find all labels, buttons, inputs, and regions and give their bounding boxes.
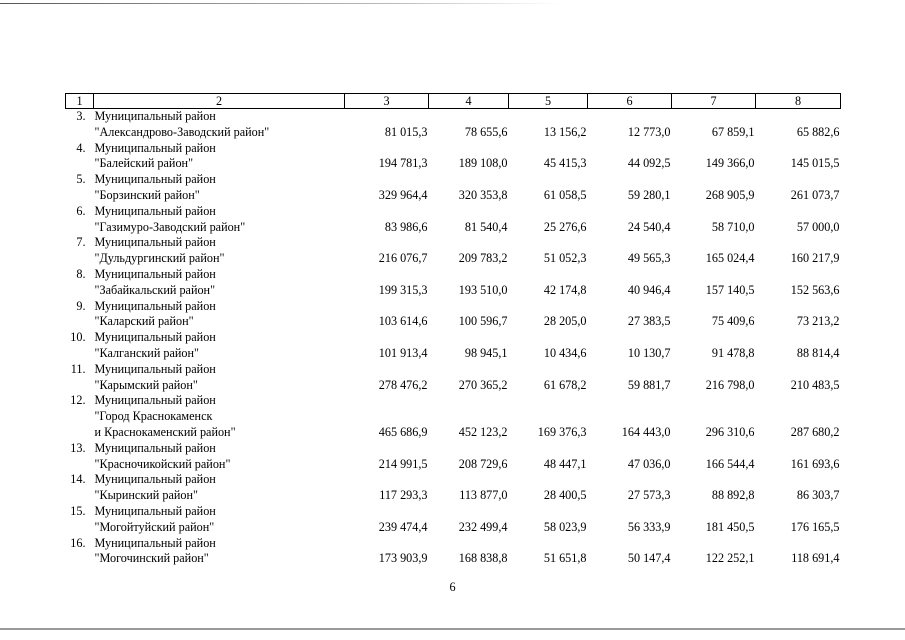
value-cell: 10 434,6: [543, 345, 587, 360]
value-cell: 194 781,3: [378, 156, 428, 171]
district-name-line: Муниципальный район: [94, 298, 216, 313]
value-cell: 88 814,4: [796, 345, 840, 360]
district-name-line: "Могойтуйский район": [94, 519, 215, 534]
col-header: 8: [756, 94, 841, 109]
value-cell: 166 544,4: [705, 456, 755, 471]
col-header: 7: [672, 94, 756, 109]
value-cell: 208 729,6: [458, 456, 508, 471]
col-header: 2: [94, 94, 345, 109]
value-cell: 27 573,3: [627, 488, 671, 503]
district-name: [94, 109, 345, 141]
district-name-line: "Дульдургинский район": [94, 251, 225, 266]
value-cell: 103 614,6: [378, 314, 428, 329]
row-number: 15.: [70, 503, 86, 518]
district-name-line: Муниципальный район: [94, 440, 216, 455]
table-row: [66, 441, 841, 473]
value-cell: 122 252,1: [705, 551, 755, 566]
district-name: [94, 393, 345, 440]
district-name-line: Муниципальный район: [94, 503, 216, 518]
col-header: 1: [66, 94, 94, 109]
value-cell: 268 905,9: [705, 187, 755, 202]
value-cell: 13 156,2: [543, 124, 587, 139]
value-cell: 210 483,5: [790, 377, 840, 392]
row-number: 14.: [70, 472, 86, 487]
value-cell: 27 383,5: [627, 314, 671, 329]
district-name-line: Муниципальный район: [94, 235, 216, 250]
value-cell: 47 036,0: [627, 456, 671, 471]
value-cell: 118 691,4: [791, 551, 840, 566]
table-row: [66, 204, 841, 236]
value-cell: 51 052,3: [543, 251, 587, 266]
table-row: [66, 235, 841, 267]
district-name: [94, 441, 345, 473]
district-name: [94, 172, 345, 204]
value-cell: 28 205,0: [543, 314, 587, 329]
value-cell: 117 293,3: [379, 488, 428, 503]
district-name: [94, 141, 345, 173]
value-cell: 278 476,2: [378, 377, 428, 392]
value-cell: 161 693,6: [790, 456, 840, 471]
value-cell: 67 859,1: [711, 124, 755, 139]
value-cell: 58 710,0: [711, 219, 755, 234]
col-header: 5: [509, 94, 588, 109]
district-name: [94, 504, 345, 536]
district-name-line: "Город Краснокаменск: [94, 409, 213, 424]
value-cell: 164 443,0: [621, 424, 671, 439]
district-name-line: Муниципальный район: [94, 535, 216, 550]
district-name-line: "Александрово-Заводский район": [94, 124, 270, 139]
value-cell: 189 108,0: [458, 156, 508, 171]
district-name-line: "Могочинский район": [94, 551, 209, 566]
value-cell: 193 510,0: [458, 282, 508, 297]
value-cell: 199 315,3: [378, 282, 428, 297]
value-cell: 261 073,7: [790, 187, 840, 202]
value-cell: 58 023,9: [543, 519, 587, 534]
district-name-line: "Красночикойский район": [94, 456, 231, 471]
budget-table: [65, 93, 841, 567]
row-number: 8.: [76, 266, 86, 281]
district-name-line: Муниципальный район: [94, 172, 216, 187]
district-name-line: Муниципальный район: [94, 393, 216, 408]
value-cell: 81 015,3: [384, 124, 428, 139]
row-number: 16.: [70, 535, 86, 550]
value-cell: 59 881,7: [627, 377, 671, 392]
value-cell: 73 213,2: [796, 314, 840, 329]
district-name: [94, 536, 345, 568]
table-row: [66, 172, 841, 204]
value-cell: 329 964,4: [378, 187, 428, 202]
value-cell: 232 499,4: [458, 519, 508, 534]
value-cell: 65 882,6: [796, 124, 840, 139]
value-cell: 149 366,0: [705, 156, 755, 171]
row-number: 9.: [76, 298, 86, 313]
value-cell: 145 015,5: [790, 156, 840, 171]
district-name: [94, 299, 345, 331]
district-name-line: "Кыринский район": [94, 488, 198, 503]
value-cell: 173 903,9: [378, 551, 428, 566]
value-cell: 209 783,2: [458, 251, 508, 266]
value-cell: 287 680,2: [790, 424, 840, 439]
district-name-line: "Забайкальский район": [94, 282, 216, 297]
col-header: 3: [345, 94, 429, 109]
district-name: [94, 267, 345, 299]
table-row: [66, 472, 841, 504]
row-number: 13.: [70, 440, 86, 455]
scan-edge-bottom: [0, 628, 905, 630]
scan-edge-top: [0, 3, 560, 4]
value-cell: 100 596,7: [458, 314, 508, 329]
value-cell: 452 123,2: [458, 424, 508, 439]
value-cell: 169 376,3: [537, 424, 587, 439]
header-row: [66, 94, 841, 109]
table-row: [66, 267, 841, 299]
value-cell: 152 563,6: [790, 282, 840, 297]
value-cell: 239 474,4: [378, 519, 428, 534]
value-cell: 216 798,0: [705, 377, 755, 392]
table-row: [66, 504, 841, 536]
table-row: [66, 362, 841, 394]
value-cell: 61 678,2: [543, 377, 587, 392]
district-name-line: и Краснокаменский район": [94, 424, 236, 439]
col-header: 4: [429, 94, 509, 109]
row-number: 7.: [76, 235, 86, 250]
value-cell: 78 655,6: [464, 124, 508, 139]
value-cell: 48 447,1: [543, 456, 587, 471]
district-name-line: "Карымский район": [94, 377, 198, 392]
table-row: [66, 299, 841, 331]
table-row: [66, 141, 841, 173]
value-cell: 165 024,4: [705, 251, 755, 266]
row-number: 5.: [76, 172, 86, 187]
district-name: [94, 330, 345, 362]
value-cell: 216 076,7: [378, 251, 428, 266]
row-number: 11.: [70, 361, 86, 376]
row-number: 10.: [70, 330, 86, 345]
district-name-line: "Каларский район": [94, 314, 194, 329]
district-name-line: Муниципальный район: [94, 472, 216, 487]
value-cell: 45 415,3: [543, 156, 587, 171]
value-cell: 44 092,5: [627, 156, 671, 171]
value-cell: 214 991,5: [378, 456, 428, 471]
value-cell: 98 945,1: [464, 345, 508, 360]
district-name-line: Муниципальный район: [94, 361, 216, 376]
value-cell: 160 217,9: [790, 251, 840, 266]
district-name-line: Муниципальный район: [94, 203, 216, 218]
value-cell: 320 353,8: [458, 187, 508, 202]
value-cell: 86 303,7: [796, 488, 840, 503]
value-cell: 40 946,4: [627, 282, 671, 297]
value-cell: 81 540,4: [464, 219, 508, 234]
value-cell: 56 333,9: [627, 519, 671, 534]
value-cell: 91 478,8: [711, 345, 755, 360]
value-cell: 51 651,8: [543, 551, 587, 566]
value-cell: 168 838,8: [458, 551, 508, 566]
value-cell: 270 365,2: [458, 377, 508, 392]
district-name: [94, 362, 345, 394]
value-cell: 50 147,4: [627, 551, 671, 566]
table-body: [66, 109, 841, 568]
value-cell: 157 140,5: [705, 282, 755, 297]
value-cell: 88 892,8: [711, 488, 755, 503]
value-cell: 59 280,1: [627, 187, 671, 202]
district-name-line: Муниципальный район: [94, 266, 216, 281]
value-cell: 101 913,4: [378, 345, 428, 360]
row-number: 12.: [70, 393, 86, 408]
table-row: [66, 330, 841, 362]
value-cell: 28 400,5: [543, 488, 587, 503]
value-cell: 75 409,6: [711, 314, 755, 329]
value-cell: 49 565,3: [627, 251, 671, 266]
row-number: 6.: [76, 203, 86, 218]
district-name-line: Муниципальный район: [94, 140, 216, 155]
value-cell: 83 986,6: [384, 219, 428, 234]
district-name-line: "Борзинский район": [94, 187, 200, 202]
table-row: [66, 536, 841, 568]
value-cell: 24 540,4: [627, 219, 671, 234]
district-name-line: "Газимуро-Заводский район": [94, 219, 246, 234]
value-cell: 12 773,0: [627, 124, 671, 139]
col-header: 6: [588, 94, 672, 109]
district-name: [94, 204, 345, 236]
value-cell: 181 450,5: [705, 519, 755, 534]
value-cell: 25 276,6: [543, 219, 587, 234]
row-number: 4.: [76, 140, 86, 155]
value-cell: 465 686,9: [378, 424, 428, 439]
value-cell: 57 000,0: [796, 219, 840, 234]
row-number: 3.: [76, 109, 86, 123]
table-row: [66, 393, 841, 440]
page-number: 6: [449, 580, 456, 594]
value-cell: 176 165,5: [790, 519, 840, 534]
table-row: [66, 109, 841, 141]
district-name-line: Муниципальный район: [94, 330, 216, 345]
district-name-line: "Калганский район": [94, 345, 200, 360]
district-name: [94, 472, 345, 504]
value-cell: 113 877,0: [459, 488, 508, 503]
value-cell: 10 130,7: [627, 345, 671, 360]
value-cell: 42 174,8: [543, 282, 587, 297]
district-name: [94, 235, 345, 267]
value-cell: 61 058,5: [543, 187, 587, 202]
district-name-line: "Балейский район": [94, 156, 194, 171]
district-name-line: Муниципальный район: [94, 109, 216, 123]
value-cell: 296 310,6: [705, 424, 755, 439]
